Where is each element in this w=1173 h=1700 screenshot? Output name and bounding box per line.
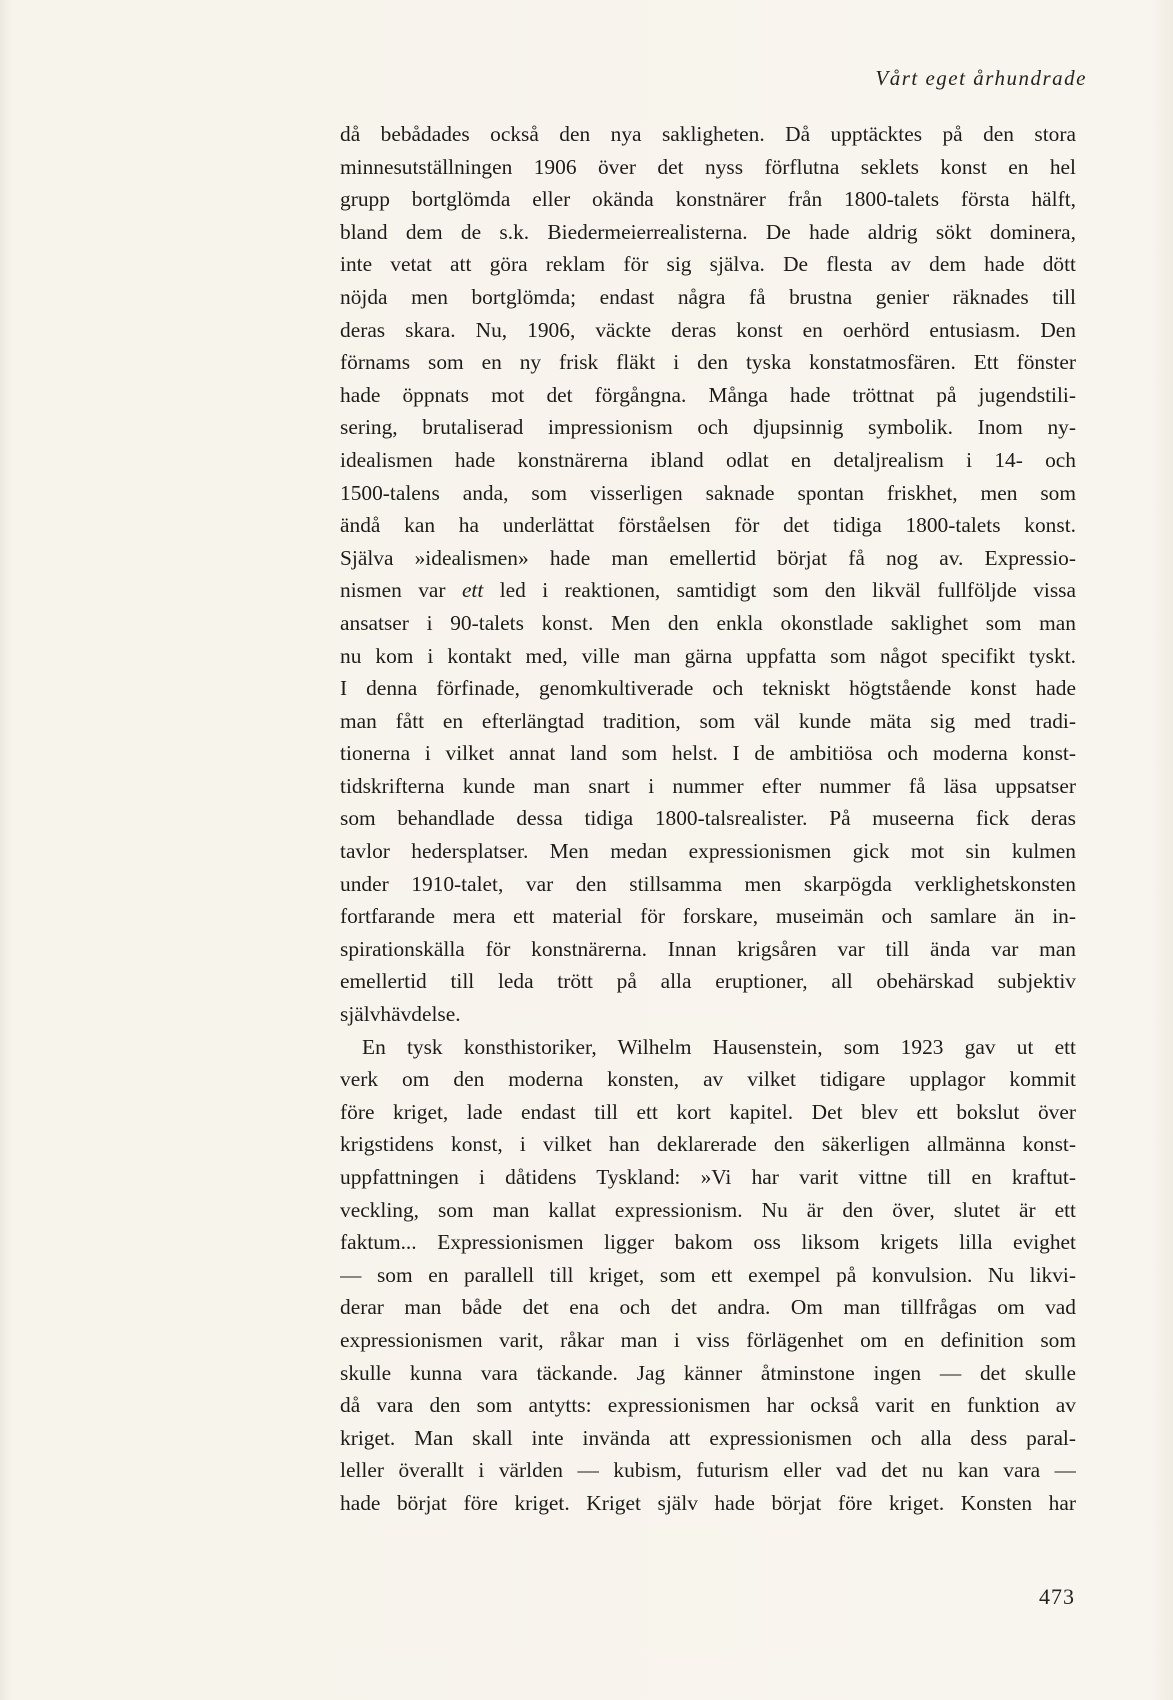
text-line: man fått en efterlängtad tradition, som väl kunde mäta sig med tradi- [340,708,1076,733]
text-line: Själva »idealismen» hade man emellertid börjat få nog av. Expressio- [340,545,1076,570]
paragraph-2 [340,1031,1076,1520]
emphasis: ett [461,578,484,603]
text-line: före kriget, lade endast till ett kort kapitel. Det blev ett bokslut över [340,1099,1076,1124]
text-line: under 1910-talet, var den stillsamma men skarpögda verklighetskonsten [340,871,1076,896]
text-line: deras skara. Nu, 1906, väckte deras konst en oerhörd entusiasm. Den [340,317,1076,342]
text-line: då vara den som antytts: expressionismen har också varit en funktion av [340,1393,1076,1418]
text-line: hade börjat före kriget. Kriget själv hade börjat före kriget. Konsten har [340,1490,1076,1515]
text-line: då bebådades också den nya sakligheten. Då upptäcktes på den stora [340,122,1076,146]
text-line: tavlor hedersplatser. Men medan expressionismen gick mot sin kulmen [340,839,1076,864]
text-line: ansatser i 90-talets konst. Men den enkla okonstlade saklighet som man [340,610,1076,635]
text-line: ändå kan ha underlättat förståelsen för det tidiga 1800-talets konst. [340,513,1076,538]
text-line: förnams som en ny frisk fläkt i den tyska konstatmosfären. Ett fönster [340,350,1076,375]
text-line: 1500-talens anda, som visserligen saknade spontan friskhet, men som [340,480,1076,505]
text-line: leller överallt i världen — kubism, futurism eller vad det nu kan vara — [340,1458,1076,1483]
text-line: verk om den moderna konsten, av vilket tidigare upplagor kommit [340,1067,1076,1092]
text-line: sering, brutaliserad impressionism och djupsinnig symbolik. Inom ny- [340,415,1076,440]
text-line: I denna förfinade, genomkultiverade och tekniskt högtstående konst hade [340,676,1076,701]
text-line: En tysk konsthistoriker, Wilhelm Hausenstein, som 1923 gav ut ett [362,1034,1076,1059]
text-line: krigstidens konst, i vilket han deklarerade den säkerligen allmänna konst- [340,1132,1076,1157]
running-head: Vårt eget århundrade [875,66,1087,90]
text-line: som behandlade dessa tidiga 1800-talsrealister. På museerna fick deras [340,806,1076,831]
text-line: derar man både det ena och det andra. Om man tillfrågas om vad [340,1295,1076,1320]
text-line: kriget. Man skall inte invända att expressionismen och alla dess paral- [340,1425,1076,1450]
text-line: skulle kunna vara täckande. Jag känner åtminstone ingen — det skulle [340,1360,1076,1385]
text-line: nöjda men bortglömda; endast några få brustna genier räknades till [340,284,1076,309]
text-line: nu kom i kontakt med, ville man gärna uppfatta som något specifikt tyskt. [340,643,1076,668]
paragraph-1 [340,118,1076,1031]
text-line: grupp bortglömda eller okända konstnärer från 1800-talets första hälft, [340,187,1076,212]
text-line: expressionismen varit, råkar man i viss förlägenhet om en definition som [340,1327,1076,1352]
text-line: nismen var ett led i reaktionen, samtidigt som den likväl fullföljde vissa [340,578,1076,603]
text-line: minnesutställningen 1906 över det nyss förflutna seklets konst en hel [340,154,1076,179]
text-line: tionerna i vilket annat land som helst. I de ambitiösa och moderna konst- [340,741,1076,766]
text-line: inte vetat att göra reklam för sig själva. De flesta av dem hade dött [340,252,1076,277]
text-line: idealismen hade konstnärerna ibland odlat en detaljrealism i 14- och [340,447,1076,472]
text-line: emellertid till leda trött på alla eruptioner, all obehärskad subjektiv [340,969,1076,994]
text-line: spirationskälla för konstnärerna. Innan krigsåren var till ända var man [340,936,1076,961]
text-line: fortfarande mera ett material för forskare, museimän och samlare än in- [340,904,1076,929]
text-line: tidskrifterna kunde man snart i nummer efter nummer få läsa uppsatser [340,773,1076,798]
text-line: veckling, som man kallat expressionism. Nu är den över, slutet är ett [340,1197,1076,1222]
body-text [340,118,1076,1520]
page-number: 473 [1039,1584,1075,1609]
text-line: uppfattningen i dåtidens Tyskland: »Vi har varit vittne till en kraftut- [340,1165,1076,1189]
text-line: bland dem de s.k. Biedermeierrealisterna. De hade aldrig sökt dominera, [340,219,1076,244]
text-line: faktum... Expressionismen ligger bakom oss liksom krigets lilla evighet [340,1230,1076,1255]
text-line: hade öppnats mot det förgångna. Många hade tröttnat på jugendstili- [340,382,1076,407]
text-line: självhävdelse. [340,1002,461,1027]
text-line: — som en parallell till kriget, som ett exempel på konvulsion. Nu likvi- [340,1262,1076,1287]
